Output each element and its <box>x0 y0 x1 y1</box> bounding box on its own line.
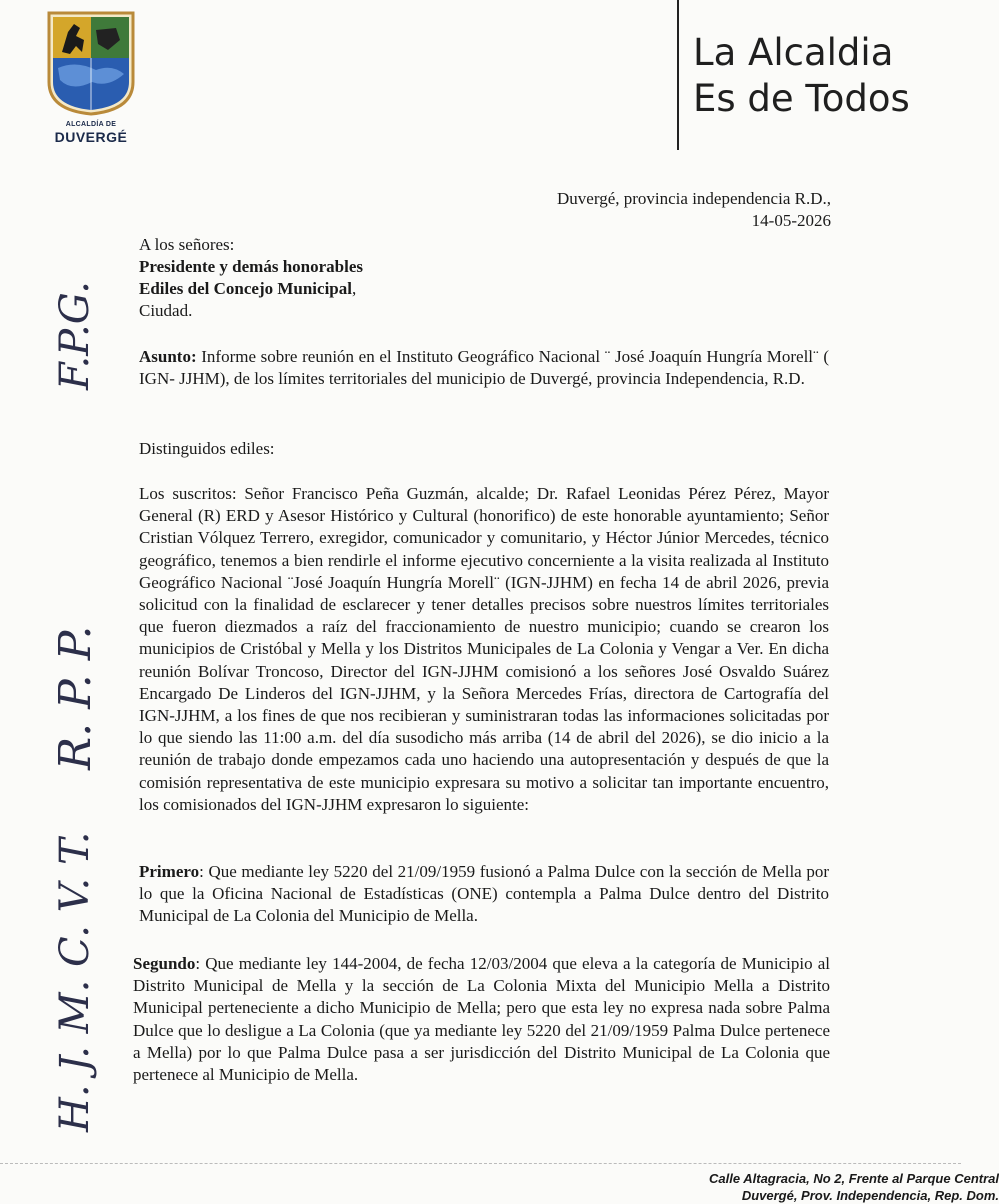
header-divider <box>677 0 679 150</box>
addressee-line-1: A los señores: <box>139 235 235 254</box>
second-point-label: Segundo <box>133 954 196 973</box>
addressee-line-4: Ciudad. <box>139 301 193 320</box>
municipal-logo <box>46 10 136 116</box>
addressee-line-3-suffix: , <box>351 279 357 298</box>
addressee-line-2: Presidente y demás honorables <box>139 257 363 276</box>
margin-initials-2: R. P. P. <box>50 625 101 770</box>
subject-text: Informe sobre reunión en el Instituto Geográfico Nacional ¨ José Joaquín Hungría Morell¨ ( IGN- JJHM), de los límites territoriales del municipio de Duvergé, provincia Independencia, R.D. <box>139 347 829 389</box>
footer-line-1: Calle Altagracia, No 2, Frente al Parque Central <box>709 1171 999 1186</box>
letter-date-block <box>557 188 831 232</box>
subject-label: Asunto: <box>139 347 197 366</box>
place-line: Duvergé, provincia independencia R.D., <box>557 189 831 208</box>
slogan <box>693 30 910 122</box>
slogan-line-2: Es de Todos <box>693 77 910 120</box>
subject-paragraph <box>139 346 829 390</box>
salutation: Distinguidos ediles: <box>139 439 275 458</box>
slogan-line-1: La Alcaldia <box>693 31 894 74</box>
first-point-paragraph <box>139 861 829 928</box>
margin-initials-1: F.P.G. <box>52 280 98 390</box>
footer-address <box>709 1170 999 1204</box>
second-point-text: : Que mediante ley 144-2004, de fecha 12/03/2004 que eleva a la categoría de Municipio al Distrito Municipal de Mella y la sección de La Colonia Mixta del Municipio Mella a Distrito Municipal perteneciente a dicho Municipio de Mella; pero que esta ley no expresa nada sobre Palma Dulce que lo desligue a La Colonia (que ya mediante ley 5220 del 21/09/1959 Palma Dulce pertenece a Mella) por lo que Palma Dulce pasa a ser jurisdicción del Distrito Municipal de La Colonia que pertenece al Municipio de Mella. <box>133 954 830 1085</box>
second-point-paragraph <box>133 953 830 1086</box>
date-line: 14-05-2026 <box>751 211 831 230</box>
margin-initials-3: H. J. M. C. V. T. <box>52 831 98 1132</box>
addressee-block <box>139 234 363 322</box>
first-point-label: Primero <box>139 862 200 881</box>
addressee-line-3: Ediles del Concejo Municipal <box>139 279 352 298</box>
logo-caption-name: DUVERGÉ <box>54 129 128 145</box>
coat-of-arms-icon <box>46 10 136 116</box>
logo-caption-small: ALCALDÍA DE <box>65 121 117 128</box>
first-point-text: : Que mediante ley 5220 del 21/09/1959 fusionó a Palma Dulce con la sección de Mella por lo que la Oficina Nacional de Estadísticas (ONE) contempla a Palma Dulce dentro del Distrito Municipal de La Colonia del Municipio de Mella. <box>139 862 829 926</box>
footer-divider <box>0 1163 961 1165</box>
body-paragraph: Los suscritos: Señor Francisco Peña Guzmán, alcalde; Dr. Rafael Leonidas Pérez Pérez, Mayor General (R) ERD y Asesor Histórico y Cultural (honorifico) de este honorable ayuntamiento; Señor Cristian Vólquez Terrero, exregidor, comunicador y comunitario, y Héctor Júnior Mercedes, técnico geográfico, tenemos a bien rendirle el informe ejecutivo concerniente a la visita realizada al Instituto Geográfico Nacional ¨José Joaquín Hungría Morell¨ (IGN-JJHM) en fecha 14 de abril 2026, previa solicitud con la finalidad de esclarecer y tener detalles precisos sobre nuestros límites territoriales que fueron diezmados a raíz del fraccionamiento de nuestro municipio; cuando se crearon los municipios de Cristóbal y Mella y los Distritos Municipales de La Colonia y Vengar a Ver. En dicha reunión Bolívar Troncoso, Director del IGN-JJHM comisionó a los señores José Osvaldo Suárez Encargado De Linderos del IGN-JJHM, y la Señora Mercedes Frías, directora de Cartografía del IGN-JJHM, a los fines de que nos recibieran y suministraran todas las informaciones solicitadas por lo que siendo las 11:00 a.m. del día susodicho más arriba (14 de abril del 2026), se dio inicio a la reunión de trabajo donde empezamos cada uno haciendo una autopresentación y después de que la comisión representativa de este municipio expresara su motivo a solicitar tan importante encuentro, los comisionados del IGN-JJHM expresaron lo siguiente: <box>139 484 829 814</box>
footer-clip <box>560 1168 999 1203</box>
footer-line-2: Duvergé, Prov. Independencia, Rep. Dom. <box>741 1188 999 1203</box>
